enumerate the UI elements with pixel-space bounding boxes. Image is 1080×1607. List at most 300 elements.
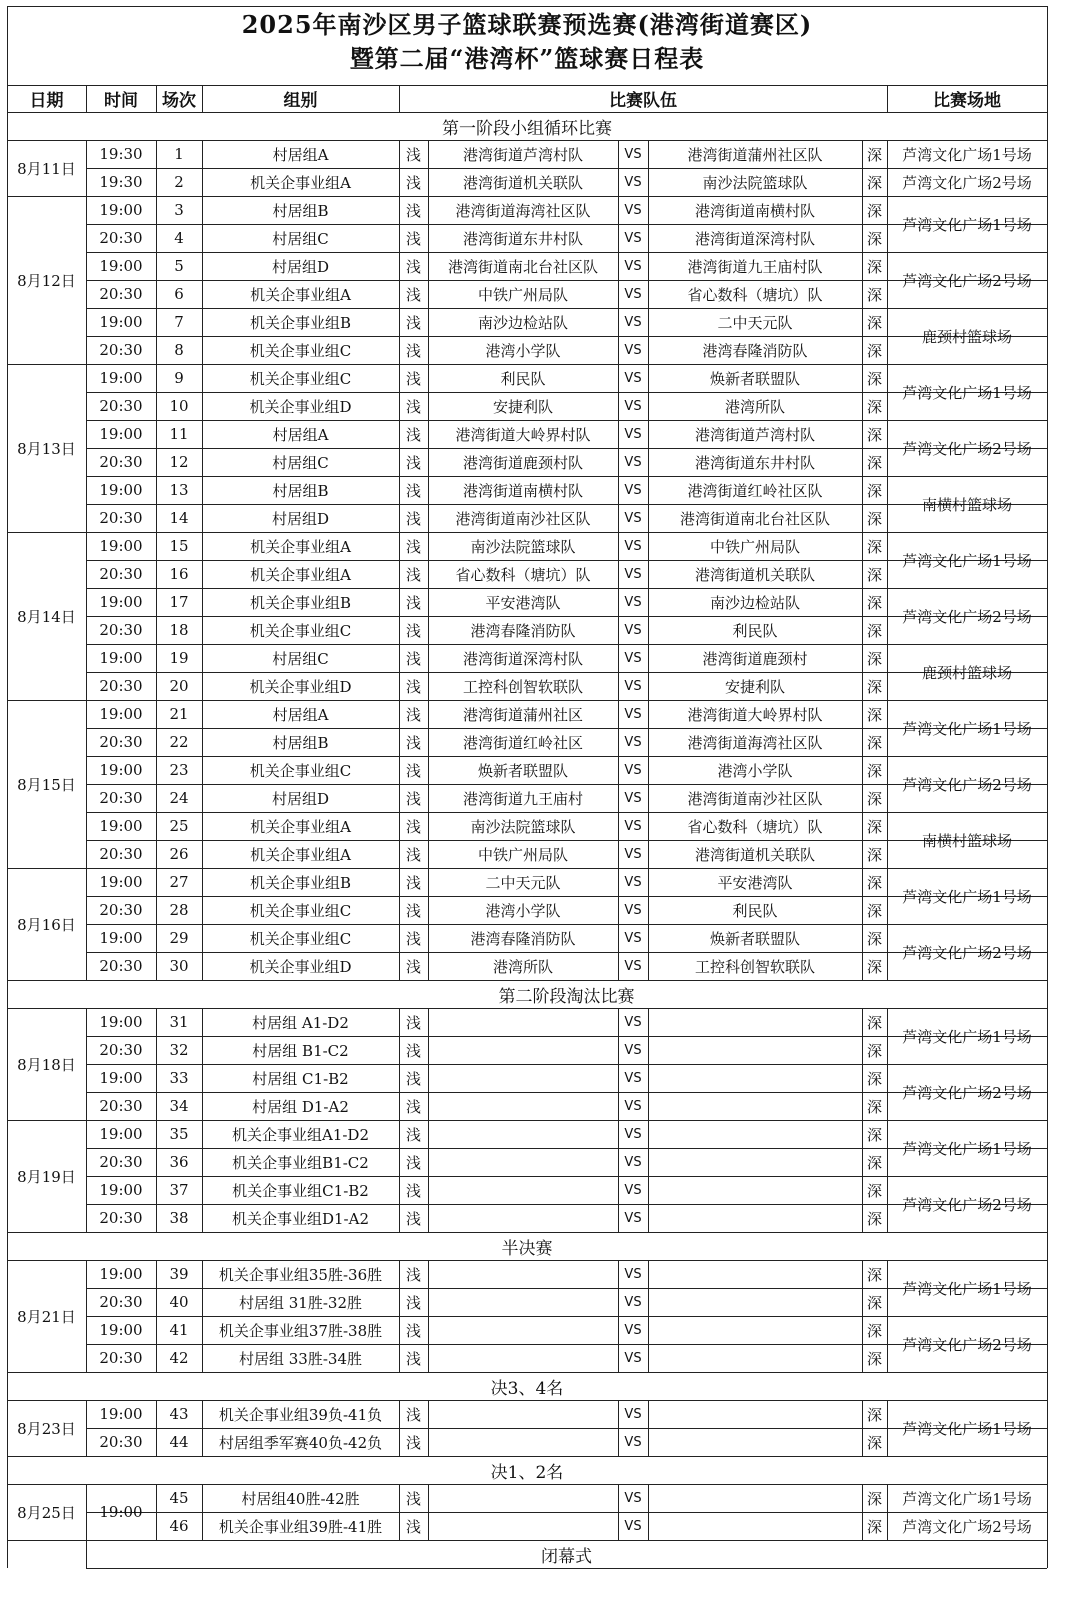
light-jersey-label: 浅 <box>405 397 421 416</box>
match-time: 19:00 <box>99 1181 143 1199</box>
grid-line <box>399 85 400 112</box>
match-number: 1 <box>174 145 184 163</box>
match-date: 8月13日 <box>17 439 76 458</box>
vs-label: VS <box>624 398 642 414</box>
dark-jersey-label: 深 <box>866 845 882 864</box>
vs-label: VS <box>624 650 642 666</box>
light-jersey-label: 浅 <box>405 649 421 668</box>
section-third-place: 决3、4名 <box>490 1378 564 1399</box>
grid-line <box>648 1008 649 1036</box>
match-number: 28 <box>169 901 189 919</box>
match-time: 19:00 <box>99 481 143 499</box>
home-team: 安捷利队 <box>492 397 553 416</box>
grid-line <box>86 980 1047 981</box>
dark-jersey-label: 深 <box>866 817 882 836</box>
header-group: 组别 <box>283 91 318 111</box>
vs-label: VS <box>624 370 642 386</box>
vs-label: VS <box>624 258 642 274</box>
light-jersey-label: 浅 <box>405 537 421 556</box>
match-time: 20:30 <box>99 845 143 863</box>
match-group: 村居组A <box>272 145 329 164</box>
dark-jersey-label: 深 <box>866 873 882 892</box>
away-team: 港湾街道九王庙村队 <box>687 257 823 276</box>
home-team: 平安港湾队 <box>485 593 561 612</box>
grid-line <box>428 1204 429 1232</box>
home-team: 中铁广州局队 <box>477 285 568 304</box>
match-time: 20:30 <box>99 1293 143 1311</box>
light-jersey-label: 浅 <box>405 229 421 248</box>
away-team: 港湾所队 <box>724 397 785 416</box>
vs-label: VS <box>624 1182 642 1198</box>
home-team: 港湾街道大岭界村队 <box>455 425 591 444</box>
match-group: 村居组D <box>271 257 330 276</box>
vs-label: VS <box>624 146 642 162</box>
vs-label: VS <box>624 482 642 498</box>
grid-line <box>887 1288 888 1316</box>
match-time: 19:00 <box>99 929 143 947</box>
grid-line <box>648 1288 649 1316</box>
light-jersey-label: 浅 <box>405 145 421 164</box>
grid-line <box>428 1148 429 1176</box>
match-number: 44 <box>169 1433 189 1451</box>
dark-jersey-label: 深 <box>866 145 882 164</box>
match-group: 机关企事业组35胜-36胜 <box>218 1265 383 1284</box>
light-jersey-label: 浅 <box>405 621 421 640</box>
grid-line <box>428 1064 429 1092</box>
match-time: 19:00 <box>99 1503 143 1521</box>
match-number: 13 <box>169 481 189 499</box>
vs-label: VS <box>624 1042 642 1058</box>
match-time: 20:30 <box>99 1097 143 1115</box>
match-number: 6 <box>174 285 184 303</box>
section-closing: 闭幕式 <box>541 1546 592 1567</box>
grid-line <box>887 1092 888 1120</box>
match-group: 机关企事业组C <box>249 341 352 360</box>
away-team: 港湾街道南沙社区队 <box>687 789 823 808</box>
light-jersey-label: 浅 <box>405 593 421 612</box>
grid-line <box>7 1232 86 1233</box>
dark-jersey-label: 深 <box>866 285 882 304</box>
grid-line <box>887 784 888 812</box>
match-number: 32 <box>169 1041 189 1059</box>
match-venue: 芦湾文化广场2号场 <box>902 607 1032 626</box>
grid-line <box>648 1064 649 1092</box>
light-jersey-label: 浅 <box>405 201 421 220</box>
dark-jersey-label: 深 <box>866 481 882 500</box>
grid-line <box>7 868 86 869</box>
grid-line <box>86 1512 87 1540</box>
vs-label: VS <box>624 286 642 302</box>
match-group: 机关企事业组D <box>249 397 352 416</box>
home-team: 港湾街道南横村队 <box>462 481 583 500</box>
grid-line <box>887 616 888 644</box>
match-date: 8月15日 <box>17 775 76 794</box>
match-time: 20:30 <box>99 341 143 359</box>
vs-label: VS <box>624 678 642 694</box>
dark-jersey-label: 深 <box>866 173 882 192</box>
match-time: 19:30 <box>99 145 143 163</box>
home-team: 港湾小学队 <box>485 341 561 360</box>
match-time: 20:30 <box>99 621 143 639</box>
light-jersey-label: 浅 <box>405 1069 421 1088</box>
grid-line <box>648 1484 649 1512</box>
match-time: 20:30 <box>99 397 143 415</box>
grid-line <box>86 1540 87 1568</box>
grid-line <box>86 1568 1047 1569</box>
grid-line <box>428 1036 429 1064</box>
home-team: 港湾街道南沙社区队 <box>455 509 591 528</box>
match-group: 机关企事业组C <box>249 761 352 780</box>
grid-line <box>887 896 888 924</box>
match-date: 8月19日 <box>17 1167 76 1186</box>
away-team: 二中天元队 <box>717 313 793 332</box>
grid-line <box>648 1204 649 1232</box>
match-number: 7 <box>174 313 184 331</box>
dark-jersey-label: 深 <box>866 341 882 360</box>
grid-line <box>428 1344 429 1372</box>
grid-line <box>648 1400 649 1428</box>
match-group: 机关企事业组39负-41负 <box>218 1405 383 1424</box>
match-date: 8月11日 <box>17 159 76 178</box>
home-team: 港湾春隆消防队 <box>470 621 576 640</box>
match-number: 14 <box>169 509 189 527</box>
grid-line <box>86 1456 1047 1457</box>
grid-line <box>86 1540 1047 1541</box>
light-jersey-label: 浅 <box>405 817 421 836</box>
match-number: 35 <box>169 1125 189 1143</box>
grid-line <box>887 1148 888 1176</box>
light-jersey-label: 浅 <box>405 1013 421 1032</box>
match-number: 39 <box>169 1265 189 1283</box>
grid-line <box>648 1148 649 1176</box>
match-venue: 鹿颈村篮球场 <box>921 663 1012 682</box>
match-time: 20:30 <box>99 1209 143 1227</box>
section-semifinal: 半决赛 <box>501 1238 553 1259</box>
away-team: 港湾街道机关联队 <box>694 565 815 584</box>
match-venue: 芦湾文化广场2号场 <box>902 1083 1032 1102</box>
match-venue: 芦湾文化广场1号场 <box>902 145 1032 164</box>
dark-jersey-label: 深 <box>866 1293 882 1312</box>
match-number: 26 <box>169 845 189 863</box>
match-group: 机关企事业组C <box>249 901 352 920</box>
match-time: 20:30 <box>99 1041 143 1059</box>
match-date: 8月14日 <box>17 607 76 626</box>
grid-line <box>887 952 888 980</box>
match-group: 机关企事业组A1-D2 <box>231 1125 369 1144</box>
match-time: 20:30 <box>99 565 143 583</box>
grid-line <box>887 728 888 756</box>
grid-line <box>648 1176 649 1204</box>
dark-jersey-label: 深 <box>866 1489 882 1508</box>
home-team: 港湾街道九王庙村 <box>462 789 583 808</box>
light-jersey-label: 浅 <box>405 957 421 976</box>
dark-jersey-label: 深 <box>866 1209 882 1228</box>
home-team: 港湾街道鹿颈村队 <box>462 453 583 472</box>
away-team: 港湾街道红岭社区队 <box>687 481 823 500</box>
home-team: 港湾街道深湾村队 <box>462 649 583 668</box>
title-line-2: 暨第二届“港湾杯”篮球赛日程表 <box>349 43 705 73</box>
match-group: 机关企事业组A <box>250 285 351 304</box>
match-number: 27 <box>169 873 189 891</box>
match-group: 机关企事业组B <box>249 873 352 892</box>
match-group: 机关企事业组A <box>250 173 351 192</box>
grid-line <box>428 1400 429 1428</box>
match-group: 村居组 C1-B2 <box>252 1069 349 1088</box>
dark-jersey-label: 深 <box>866 1405 882 1424</box>
away-team: 港湾小学队 <box>717 761 793 780</box>
light-jersey-label: 浅 <box>405 481 421 500</box>
dark-jersey-label: 深 <box>866 929 882 948</box>
match-number: 10 <box>169 397 189 415</box>
away-team: 省心数科（塘坑）队 <box>687 285 823 304</box>
vs-label: VS <box>624 314 642 330</box>
light-jersey-label: 浅 <box>405 1321 421 1340</box>
match-venue: 南横村篮球场 <box>921 495 1012 514</box>
light-jersey-label: 浅 <box>405 453 421 472</box>
match-number: 19 <box>169 649 189 667</box>
dark-jersey-label: 深 <box>866 257 882 276</box>
match-group: 村居组C <box>272 453 329 472</box>
vs-label: VS <box>624 762 642 778</box>
match-number: 36 <box>169 1153 189 1171</box>
match-number: 30 <box>169 957 189 975</box>
match-group: 机关企事业组C <box>249 929 352 948</box>
grid-line <box>7 1260 86 1261</box>
away-team: 港湾街道芦湾村队 <box>694 425 815 444</box>
vs-label: VS <box>624 454 642 470</box>
match-group: 村居组C <box>272 229 329 248</box>
dark-jersey-label: 深 <box>866 621 882 640</box>
away-team: 港湾街道南横村队 <box>694 201 815 220</box>
home-team: 港湾街道东井村队 <box>462 229 583 248</box>
match-venue: 芦湾文化广场1号场 <box>902 1139 1032 1158</box>
match-venue: 南横村篮球场 <box>921 831 1012 850</box>
light-jersey-label: 浅 <box>405 1517 421 1536</box>
light-jersey-label: 浅 <box>405 733 421 752</box>
match-group: 村居组A <box>272 425 329 444</box>
grid-line <box>428 1176 429 1204</box>
home-team: 省心数科（塘坑）队 <box>455 565 591 584</box>
match-group: 村居组D <box>271 789 330 808</box>
match-number: 46 <box>169 1517 189 1535</box>
away-team: 港湾街道深湾村队 <box>694 229 815 248</box>
grid-line <box>648 1092 649 1120</box>
match-group: 机关企事业组C1-B2 <box>232 1181 369 1200</box>
match-number: 11 <box>169 425 189 443</box>
away-team: 工控科创智软联队 <box>694 957 815 976</box>
match-time: 19:00 <box>99 817 143 835</box>
match-group: 村居组40胜-42胜 <box>241 1489 360 1508</box>
match-time: 19:30 <box>99 173 143 191</box>
match-venue: 芦湾文化广场1号场 <box>902 887 1032 906</box>
match-number: 31 <box>169 1013 189 1031</box>
grid-line <box>86 85 87 112</box>
dark-jersey-label: 深 <box>866 649 882 668</box>
light-jersey-label: 浅 <box>405 901 421 920</box>
match-time: 19:00 <box>99 313 143 331</box>
match-time: 19:00 <box>99 649 143 667</box>
away-team: 省心数科（塘坑）队 <box>687 817 823 836</box>
dark-jersey-label: 深 <box>866 1153 882 1172</box>
match-venue: 芦湾文化广场2号场 <box>902 1195 1032 1214</box>
dark-jersey-label: 深 <box>866 369 882 388</box>
match-group: 村居组 D1-A2 <box>252 1097 349 1116</box>
vs-label: VS <box>624 202 642 218</box>
home-team: 港湾小学队 <box>485 901 561 920</box>
dark-jersey-label: 深 <box>866 593 882 612</box>
match-venue: 芦湾文化广场2号场 <box>902 1335 1032 1354</box>
light-jersey-label: 浅 <box>405 257 421 276</box>
match-group: 机关企事业组C <box>249 369 352 388</box>
dark-jersey-label: 深 <box>866 677 882 696</box>
header-date: 日期 <box>29 91 64 111</box>
match-number: 3 <box>174 201 184 219</box>
away-team: 南沙边检站队 <box>709 593 800 612</box>
vs-label: VS <box>624 1154 642 1170</box>
away-team: 利民队 <box>732 901 778 920</box>
light-jersey-label: 浅 <box>405 873 421 892</box>
match-number: 41 <box>169 1321 189 1339</box>
light-jersey-label: 浅 <box>405 1041 421 1060</box>
match-group: 村居组D <box>271 509 330 528</box>
match-time: 20:30 <box>99 1349 143 1367</box>
match-time: 20:30 <box>99 901 143 919</box>
light-jersey-label: 浅 <box>405 761 421 780</box>
light-jersey-label: 浅 <box>405 425 421 444</box>
grid-line <box>887 840 888 868</box>
match-group: 机关企事业组A <box>250 565 351 584</box>
vs-label: VS <box>624 1014 642 1030</box>
grid-line <box>887 392 888 420</box>
home-team: 二中天元队 <box>485 873 561 892</box>
vs-label: VS <box>624 1490 642 1506</box>
light-jersey-label: 浅 <box>405 705 421 724</box>
match-group: 村居组B <box>272 733 329 752</box>
dark-jersey-label: 深 <box>866 313 882 332</box>
match-time: 20:30 <box>99 957 143 975</box>
dark-jersey-label: 深 <box>866 957 882 976</box>
match-time: 20:30 <box>99 733 143 751</box>
match-venue: 芦湾文化广场2号场 <box>902 173 1032 192</box>
match-time: 19:00 <box>99 873 143 891</box>
grid-line <box>887 1204 888 1232</box>
grid-line <box>7 1540 86 1541</box>
dark-jersey-label: 深 <box>866 1181 882 1200</box>
match-venue: 芦湾文化广场1号场 <box>902 551 1032 570</box>
match-venue: 芦湾文化广场2号场 <box>902 271 1032 290</box>
vs-label: VS <box>624 846 642 862</box>
away-team: 焕新者联盟队 <box>709 929 800 948</box>
away-team: 港湾街道大岭界村队 <box>687 705 823 724</box>
match-group: 村居组C <box>272 649 329 668</box>
grid-line <box>887 280 888 308</box>
dark-jersey-label: 深 <box>866 1069 882 1088</box>
vs-label: VS <box>624 874 642 890</box>
grid-line <box>7 532 86 533</box>
match-number: 18 <box>169 621 189 639</box>
grid-line <box>7 1372 86 1373</box>
dark-jersey-label: 深 <box>866 1349 882 1368</box>
match-number: 16 <box>169 565 189 583</box>
grid-line <box>648 1512 649 1540</box>
grid-line <box>7 196 86 197</box>
match-number: 24 <box>169 789 189 807</box>
match-group: 机关企事业组39胜-41胜 <box>218 1517 383 1536</box>
section-knockout: 第二阶段淘汰比赛 <box>498 986 635 1007</box>
vs-label: VS <box>624 174 642 190</box>
grid-line <box>428 1260 429 1288</box>
grid-line <box>7 980 86 981</box>
match-number: 29 <box>169 929 189 947</box>
match-time: 19:00 <box>99 1321 143 1339</box>
away-team: 港湾春隆消防队 <box>702 341 808 360</box>
light-jersey-label: 浅 <box>405 845 421 864</box>
grid-line <box>428 1008 429 1036</box>
match-time: 20:30 <box>99 285 143 303</box>
match-time: 19:00 <box>99 1265 143 1283</box>
match-number: 34 <box>169 1097 189 1115</box>
match-time: 20:30 <box>99 453 143 471</box>
match-time: 19:00 <box>99 1013 143 1031</box>
home-team: 南沙法院篮球队 <box>470 817 576 836</box>
vs-label: VS <box>624 1434 642 1450</box>
grid-line <box>887 1428 888 1456</box>
vs-label: VS <box>624 1070 642 1086</box>
section-group-stage: 第一阶段小组循环比赛 <box>442 118 612 139</box>
vs-label: VS <box>624 566 642 582</box>
grid-line <box>887 1036 888 1064</box>
light-jersey-label: 浅 <box>405 1349 421 1368</box>
home-team: 南沙法院篮球队 <box>470 537 576 556</box>
dark-jersey-label: 深 <box>866 537 882 556</box>
vs-label: VS <box>624 510 642 526</box>
match-group: 村居组 31胜-32胜 <box>238 1293 362 1312</box>
match-number: 23 <box>169 761 189 779</box>
vs-label: VS <box>624 426 642 442</box>
match-group: 村居组A <box>272 705 329 724</box>
grid-line <box>887 85 888 112</box>
home-team: 南沙边检站队 <box>477 313 568 332</box>
grid-line <box>648 1036 649 1064</box>
dark-jersey-label: 深 <box>866 1013 882 1032</box>
match-number: 37 <box>169 1181 189 1199</box>
away-team: 港湾街道海湾社区队 <box>687 733 823 752</box>
match-group: 机关企事业组D1-A2 <box>231 1209 369 1228</box>
grid-line <box>7 700 86 701</box>
match-number: 42 <box>169 1349 189 1367</box>
vs-label: VS <box>624 1322 642 1338</box>
vs-label: VS <box>624 1210 642 1226</box>
grid-line <box>648 1260 649 1288</box>
vs-label: VS <box>624 342 642 358</box>
vs-label: VS <box>624 706 642 722</box>
match-time: 20:30 <box>99 509 143 527</box>
vs-label: VS <box>624 902 642 918</box>
light-jersey-label: 浅 <box>405 341 421 360</box>
match-venue: 芦湾文化广场1号场 <box>902 719 1032 738</box>
vs-label: VS <box>624 1406 642 1422</box>
grid-line <box>887 448 888 476</box>
grid-line <box>7 364 86 365</box>
match-venue: 鹿颈村篮球场 <box>921 327 1012 346</box>
match-time: 19:00 <box>99 425 143 443</box>
header-teams: 比赛队伍 <box>609 91 677 111</box>
away-team: 利民队 <box>732 621 778 640</box>
match-venue: 芦湾文化广场1号场 <box>902 1027 1032 1046</box>
vs-label: VS <box>624 1294 642 1310</box>
match-group: 机关企事业组A <box>250 537 351 556</box>
match-number: 43 <box>169 1405 189 1423</box>
